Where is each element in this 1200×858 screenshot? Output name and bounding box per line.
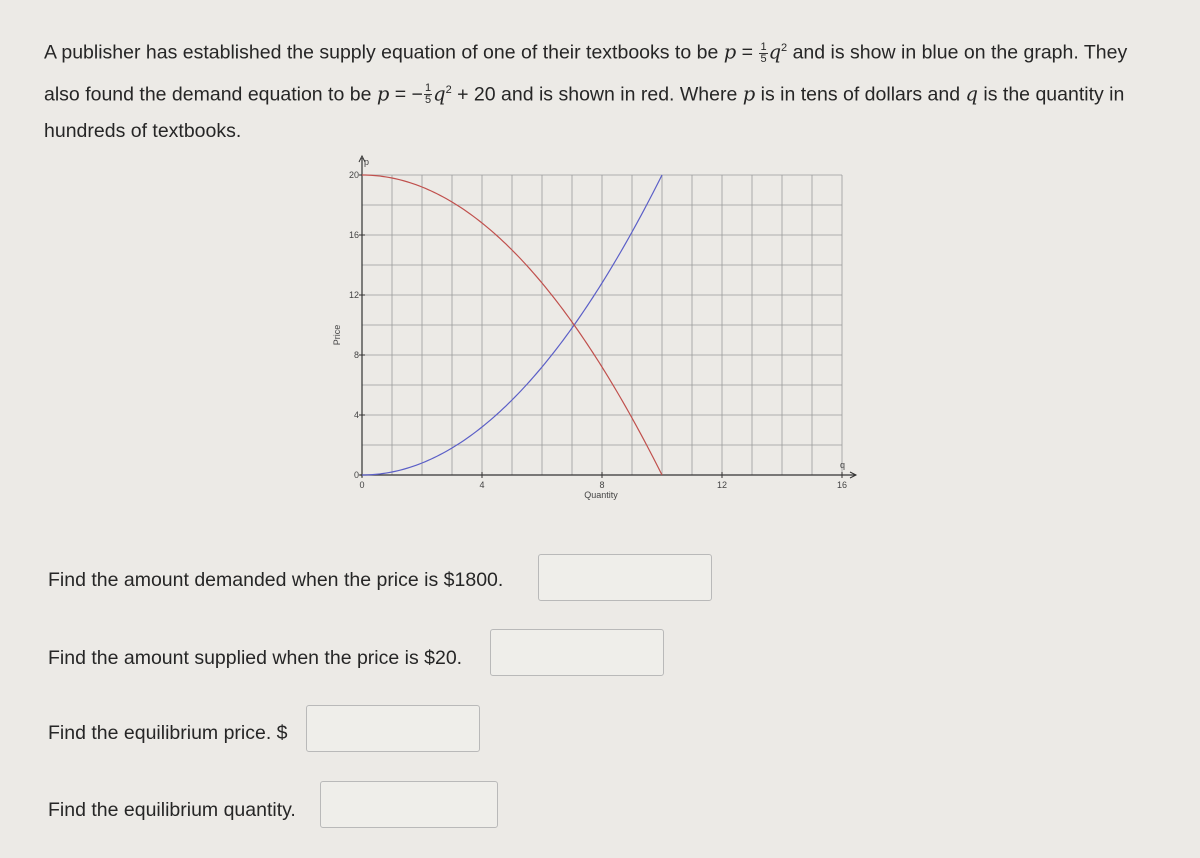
y-tick-label: 4	[353, 410, 359, 420]
math-var: q	[768, 40, 782, 64]
x-tick-label: 0	[359, 480, 365, 490]
problem-text: is the quantity in hundreds of textbooks.	[44, 83, 1125, 142]
problem-text: is in tens of dollars and	[755, 83, 966, 105]
y-tick-label: 0	[353, 470, 359, 480]
math-var: q	[433, 82, 446, 105]
numerator: 1	[760, 40, 767, 53]
fraction	[424, 83, 432, 106]
x-tick-label: 8	[599, 480, 605, 490]
fraction	[759, 42, 767, 65]
denominator: 5	[424, 94, 432, 107]
problem-text: A publisher has established the supply equation of one of their textbooks to be	[44, 41, 724, 64]
ticks	[349, 170, 847, 490]
question-supplied: Find the amount supplied when the price is $20.	[48, 647, 463, 669]
answer-input-equilibrium-price[interactable]	[306, 705, 480, 752]
problem-statement	[44, 30, 1164, 150]
y-tick-label: 12	[348, 290, 359, 300]
answer-input-equilibrium-quantity[interactable]	[320, 781, 498, 828]
math-var: p	[723, 40, 737, 64]
x-tick-label: 12	[716, 480, 728, 490]
y-axis-label: Price	[332, 324, 342, 346]
x-tick-label: 16	[836, 480, 848, 490]
equals-sign: =	[736, 41, 759, 64]
y-axis-letter: p	[364, 157, 370, 167]
exponent: 2	[445, 83, 452, 96]
question-equilibrium-quantity: Find the equilibrium quantity.	[48, 799, 296, 821]
numerator: 1	[424, 82, 432, 95]
denominator: 5	[760, 52, 767, 65]
question-equilibrium-price: Find the equilibrium price. $	[48, 722, 288, 744]
question-demanded: Find the amount demanded when the price is $1800.	[48, 569, 504, 591]
x-axis-label: Quantity	[584, 490, 618, 500]
grid	[359, 156, 856, 478]
problem-text: and is show in blue on the graph. They also found the demand equation to be	[44, 41, 1128, 105]
answer-input-supplied[interactable]	[490, 629, 664, 676]
y-tick-label: 20	[348, 170, 359, 180]
equals-sign: = −	[389, 83, 423, 105]
exponent: 2	[781, 42, 788, 54]
chart-svg	[320, 150, 860, 510]
answer-input-demanded[interactable]	[538, 554, 712, 601]
math-var: p	[376, 82, 390, 105]
math-var: q	[965, 82, 978, 105]
math-var: p	[742, 82, 756, 105]
x-tick-label: 4	[479, 480, 485, 490]
y-tick-label: 8	[353, 350, 359, 360]
supply-demand-graph	[320, 150, 860, 510]
x-axis-letter: q	[840, 460, 846, 470]
problem-text: + 20 and is shown in red. Where	[451, 83, 743, 105]
y-tick-label: 16	[348, 230, 359, 240]
